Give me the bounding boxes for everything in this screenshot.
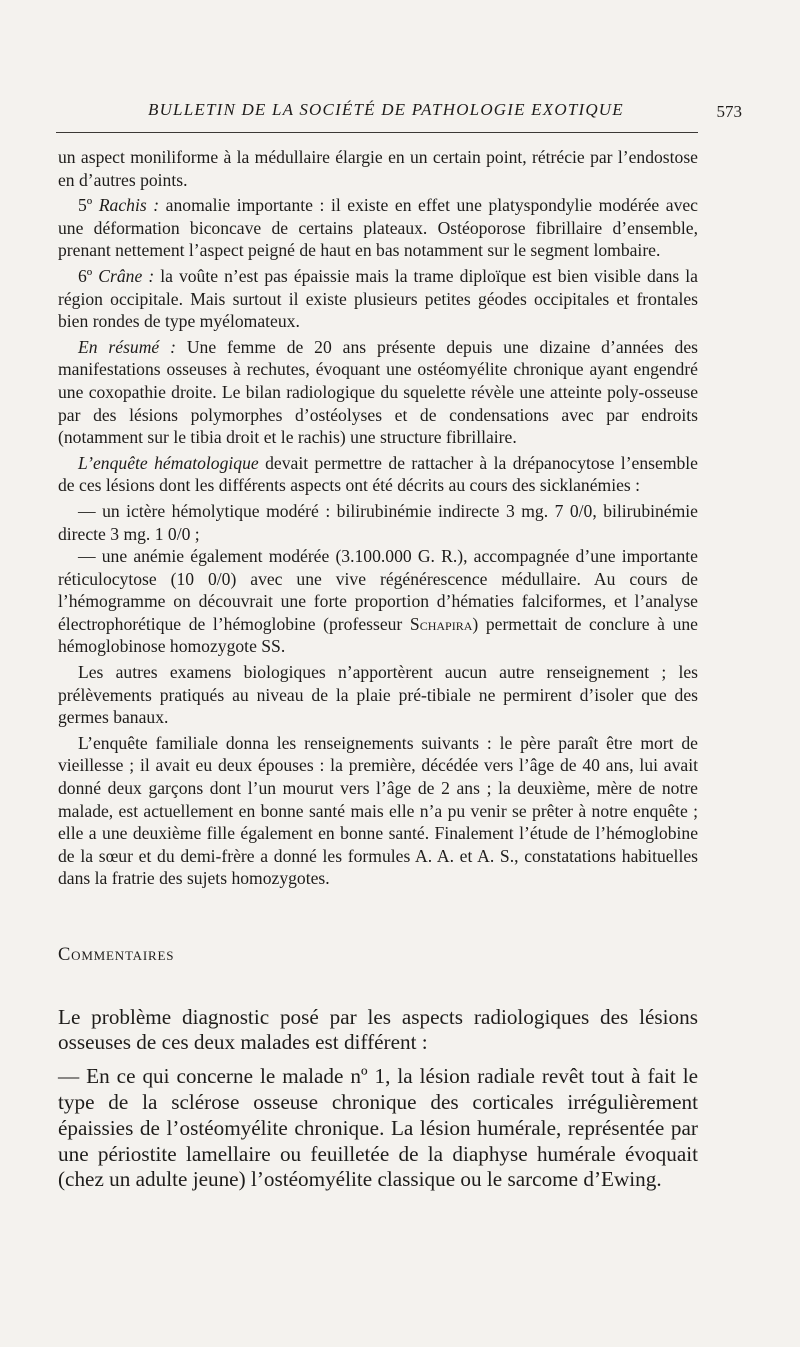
anemie-text-end: ) permettait de conclure à une hémoglobinose homozygote SS.	[58, 613, 698, 657]
paragraph-rachis	[58, 194, 698, 262]
resume-label: En résumé :	[78, 336, 176, 357]
list-item-ictere: — un ictère hémolytique modéré : bilirubinémie indirecte 3 mg. 7 0/0, bilirubinémie directe 3 mg. 1 0/0 ;	[58, 500, 698, 544]
author-name: Schapira	[409, 613, 473, 634]
paragraph-enquete-hematologique	[58, 452, 698, 497]
resume-text: Une femme de 20 ans présente depuis une dizaine d’années des manifestations osseuses à rechutes, évoquant une ostéomyélite chronique ayant engendré une coxopathie droite. Le bilan radiologique du squelette révèle une atteinte poly-osseuse par des lésions polymorphes d’ostéolyses et de condensations avec par endroits (notamment sur le tibia droit et le rachis) une structure fibrillaire.	[58, 336, 699, 448]
comment-paragraph: — En ce qui concerne le malade nº 1, la lésion radiale revêt tout à fait le type de la sclérose osseuse chronique des corticales irrégulièrement épaissies de l’ostéomyélite chronique. La lésion humérale, représentée par une périostite lamellaire ou feuilletée de la diaphyse humérale évoquait (chez un adulte jeune) l’ostéomyélite classique ou le sarcome d’Ewing.	[58, 1064, 698, 1192]
journal-title: BULLETIN DE LA SOCIÉTÉ DE PATHOLOGIE EXOTIQUE	[148, 100, 624, 119]
page-number: 573	[716, 102, 742, 121]
list-item-anemie	[58, 545, 698, 658]
paragraph-crane	[58, 265, 698, 333]
paragraph: un aspect moniliforme à la médullaire élargie en un certain point, rétrécie par l’endostose en d’autres points.	[58, 147, 698, 190]
paragraph-resume	[58, 336, 698, 449]
anemie-text: — une anémie également modérée (3.100.000 G. R.), accompagnée d’une importante réticulocytose (10 0/0) avec une vive régénérescence médullaire. Au cours de l’hémogramme on découvrait une forte proportion d’hématies falciformes, et l’analyse électrophorétique de l’hémoglobine (professeur	[58, 546, 698, 634]
paragraph-enquete-familiale: L’enquête familiale donna les renseignements suivants : le père paraît être mort de vieillesse ; il avait eu deux épouses : la première, décédée vers l’âge de 40 ans, lui avait donné deux garçons dont l’un mourut vers l’âge de 2 ans ; la deuxième, mère de notre malade, est actuellement en bonne santé mais elle n’a pu venir se prêter à notre enquête ; elle a une deuxième fille également en bonne santé. Finalement l’étude de l’hémoglobine de la sœur et du demi-frère a donné les formules A. A. et A. S., constatations habituelles dans la fratrie des sujets homozygotes.	[58, 732, 698, 889]
body-text	[58, 146, 698, 1193]
enquete-text: devait permettre de rattacher à la drépanocytose l’ensemble de ces lésions dont les différents aspects ont été décrits au cours des sicklanémies :	[58, 452, 698, 496]
comment-paragraph: Le problème diagnostic posé par les aspects radiologiques des lésions osseuses de ces deux malades est différent :	[58, 1004, 698, 1055]
running-header	[56, 100, 742, 126]
section-heading: Commentaires	[58, 945, 175, 965]
enquete-label: L’enquête hématologique	[78, 452, 259, 473]
item-text: anomalie importante : il existe en effet une platyspondylie modérée avec une déformation biconcave de certains plateaux. Ostéoporose fibrillaire d’ensemble, prenant nettement l’aspect peigné de haut en bas notamment sur le segment lombaire.	[58, 195, 698, 261]
item-text: la voûte n’est pas épaissie mais la trame diploïque est bien visible dans la région occipitale. Mais surtout il existe plusieurs petites géodes occipitales et frontales bien rondes de type myélomateux.	[58, 265, 698, 332]
item-number: 6º	[78, 265, 99, 286]
paragraph-examens: Les autres examens biologiques n’apportèrent aucun autre renseignement ; les prélèvements pratiqués au niveau de la plaie pré-tibiale ne permirent d’isoler que des germes banaux.	[58, 662, 698, 728]
item-label: Crâne :	[98, 265, 155, 286]
item-number: 5º	[78, 195, 99, 216]
comments-block	[58, 1005, 698, 1194]
header-rule	[56, 132, 698, 133]
item-label: Rachis :	[98, 195, 160, 216]
